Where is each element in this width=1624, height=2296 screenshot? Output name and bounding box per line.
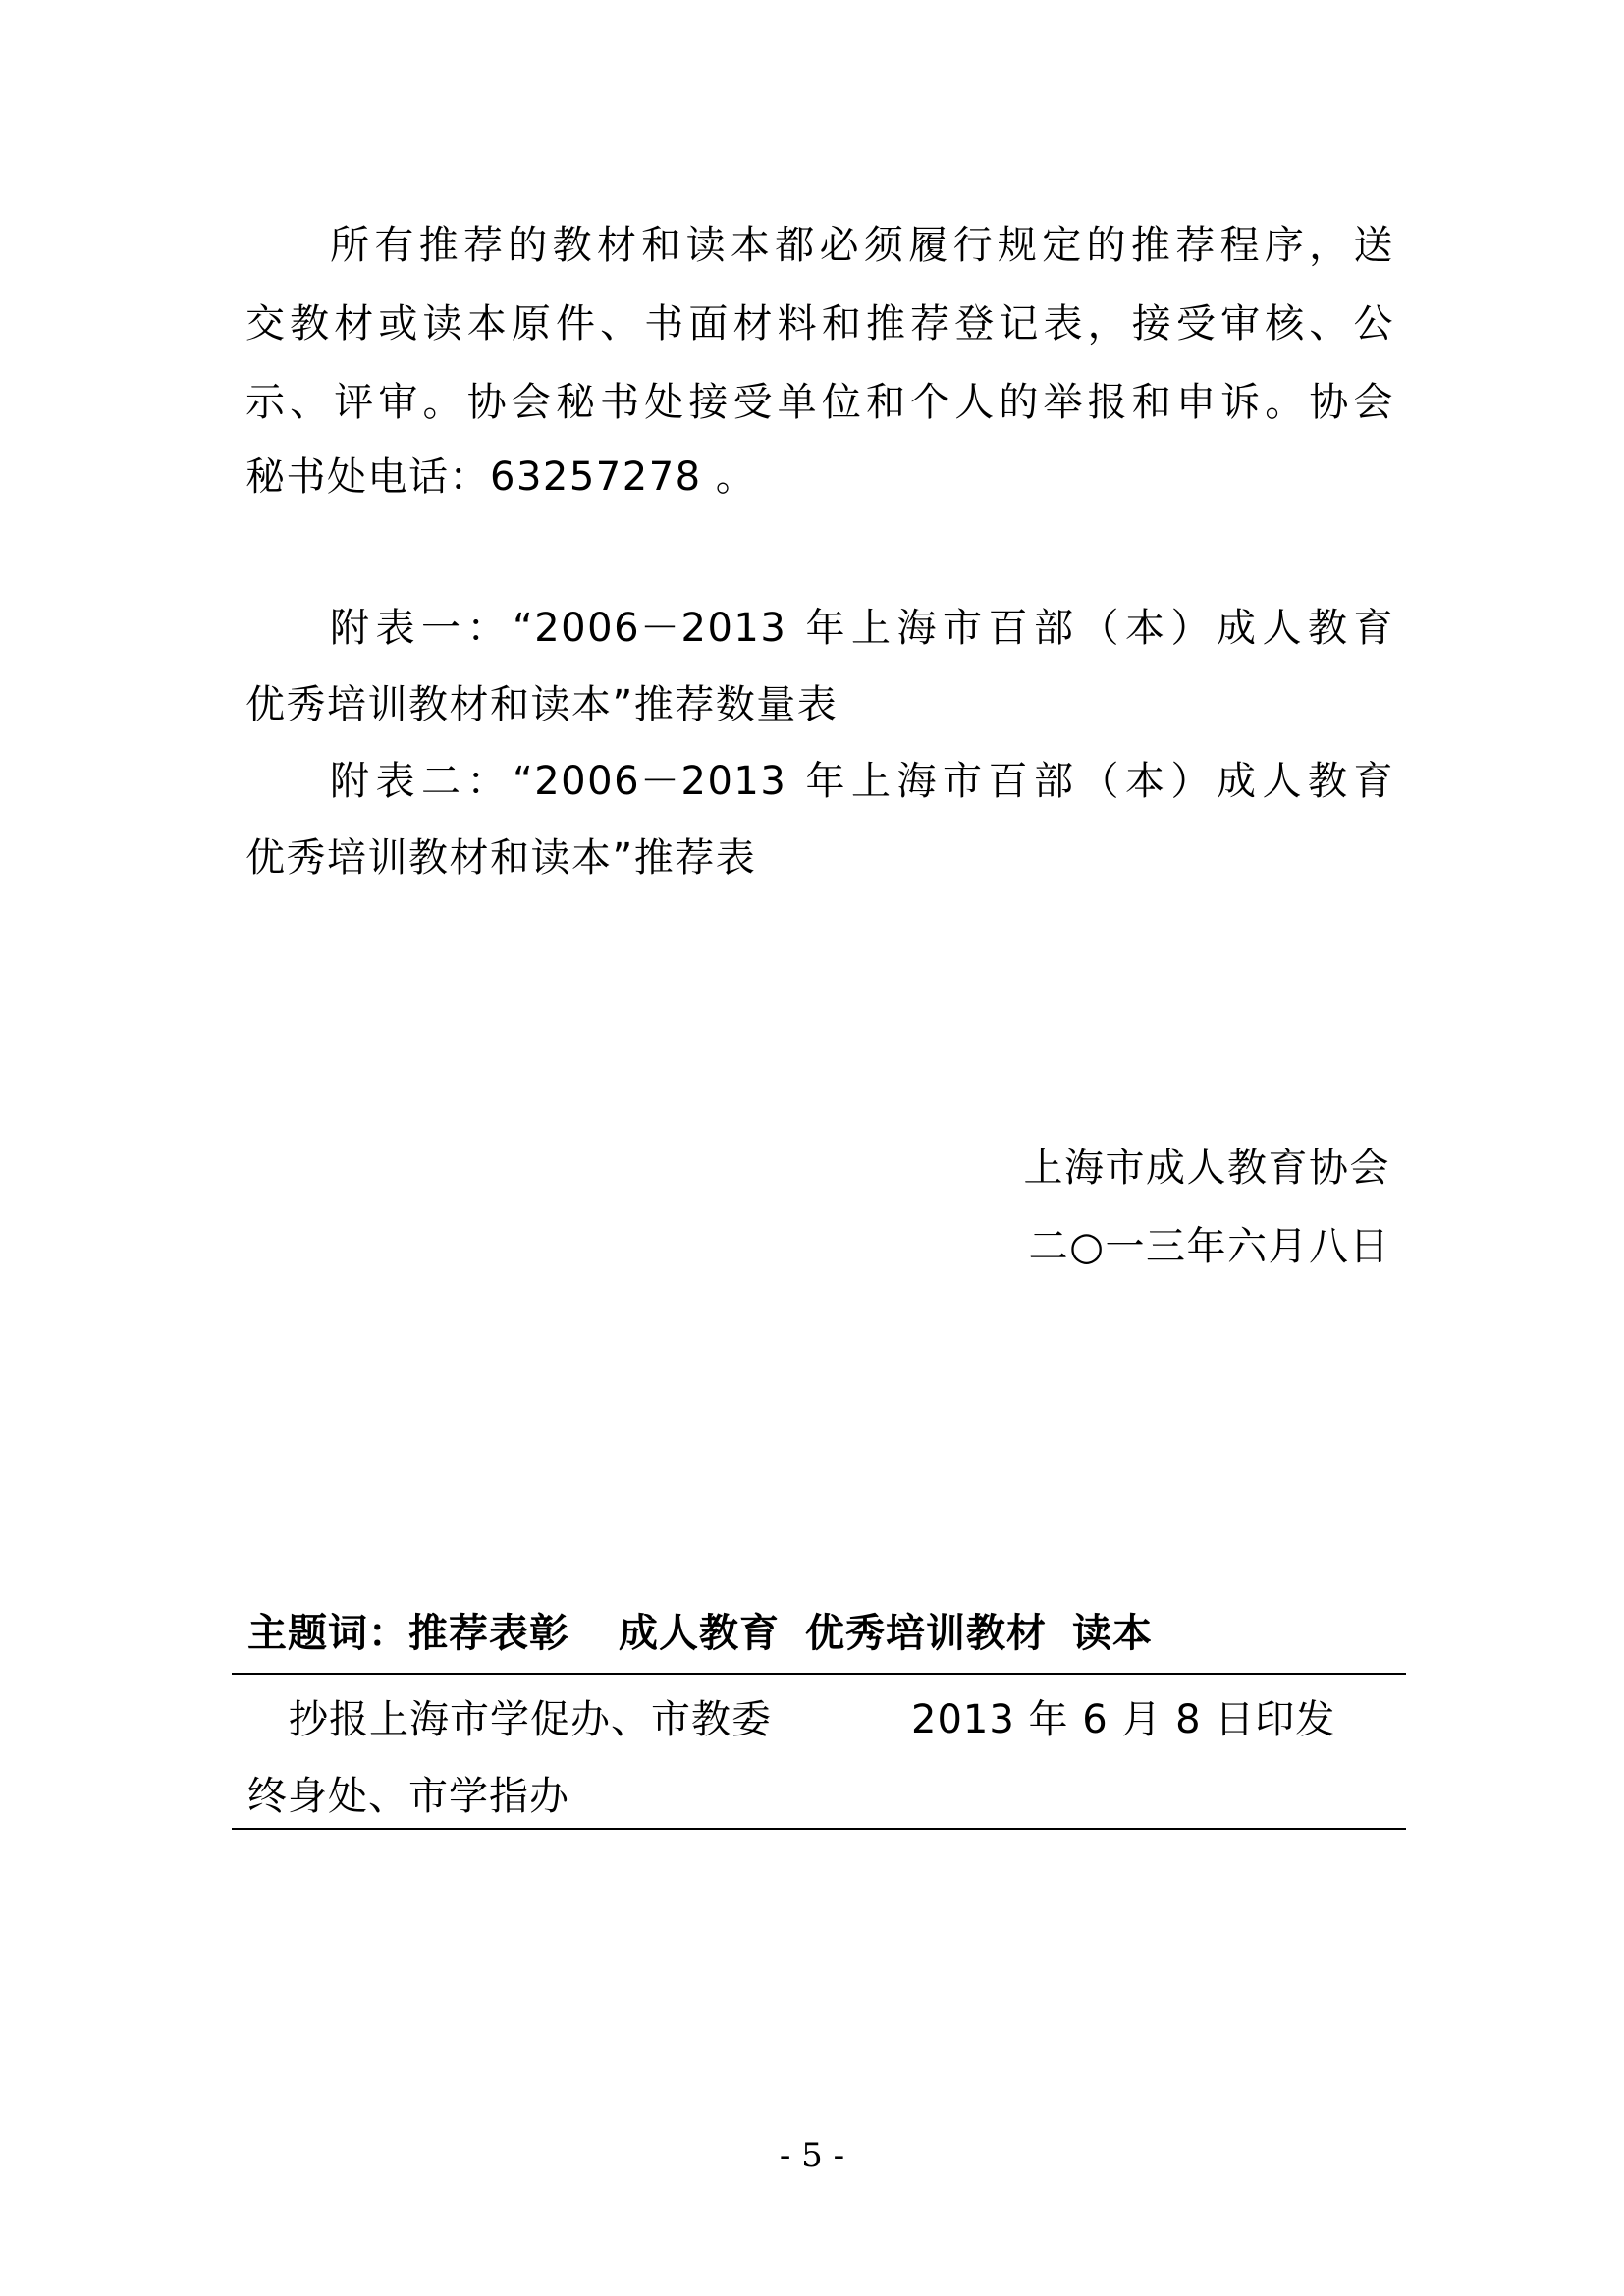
attachment-2-line-1: 附表二：“2006－2013 年上海市百部（本）成人教育: [330, 759, 1394, 804]
subject-keywords: [247, 1606, 1153, 1661]
paragraph-1-line-2: 交教材或读本原件、书面材料和推荐登记表，接受审核、公: [245, 301, 1394, 347]
keyword-1: 推荐表彰: [408, 1611, 569, 1656]
signature-date: 二○一三年六月八日: [1028, 1224, 1390, 1269]
attachment-2-line-2: 优秀培训教材和读本”推荐表: [245, 835, 757, 881]
signature-organization: 上海市成人教育协会: [1023, 1146, 1390, 1191]
keywords-label: 主题词：: [247, 1611, 408, 1656]
cc-line-2: 终身处、市学指办: [247, 1774, 569, 1819]
keyword-4: 读本: [1072, 1611, 1153, 1656]
paragraph-1-line-1: 所有推荐的教材和读本都必须履行规定的推荐程序，送: [330, 223, 1394, 268]
paragraph-1-line-3: 示、评审。协会秘书处接受单位和个人的举报和申诉。协会: [245, 380, 1394, 425]
cc-line-1: 抄报上海市学促办、市教委: [289, 1697, 772, 1742]
keyword-2: 成人教育: [619, 1611, 780, 1656]
distribution-bottom-rule: [232, 1828, 1406, 1830]
paragraph-1-line-4: 秘书处电话：63257278 。: [245, 454, 757, 500]
keyword-3: 优秀培训教材: [805, 1611, 1047, 1656]
distribution-top-rule: [232, 1673, 1406, 1675]
page-number: - 5 -: [779, 2136, 845, 2175]
attachment-1-line-1: 附表一：“2006－2013 年上海市百部（本）成人教育: [330, 606, 1394, 651]
issue-date: 2013 年 6 月 8 日印发: [911, 1697, 1336, 1742]
attachment-1-line-2: 优秀培训教材和读本”推荐数量表: [245, 682, 839, 727]
